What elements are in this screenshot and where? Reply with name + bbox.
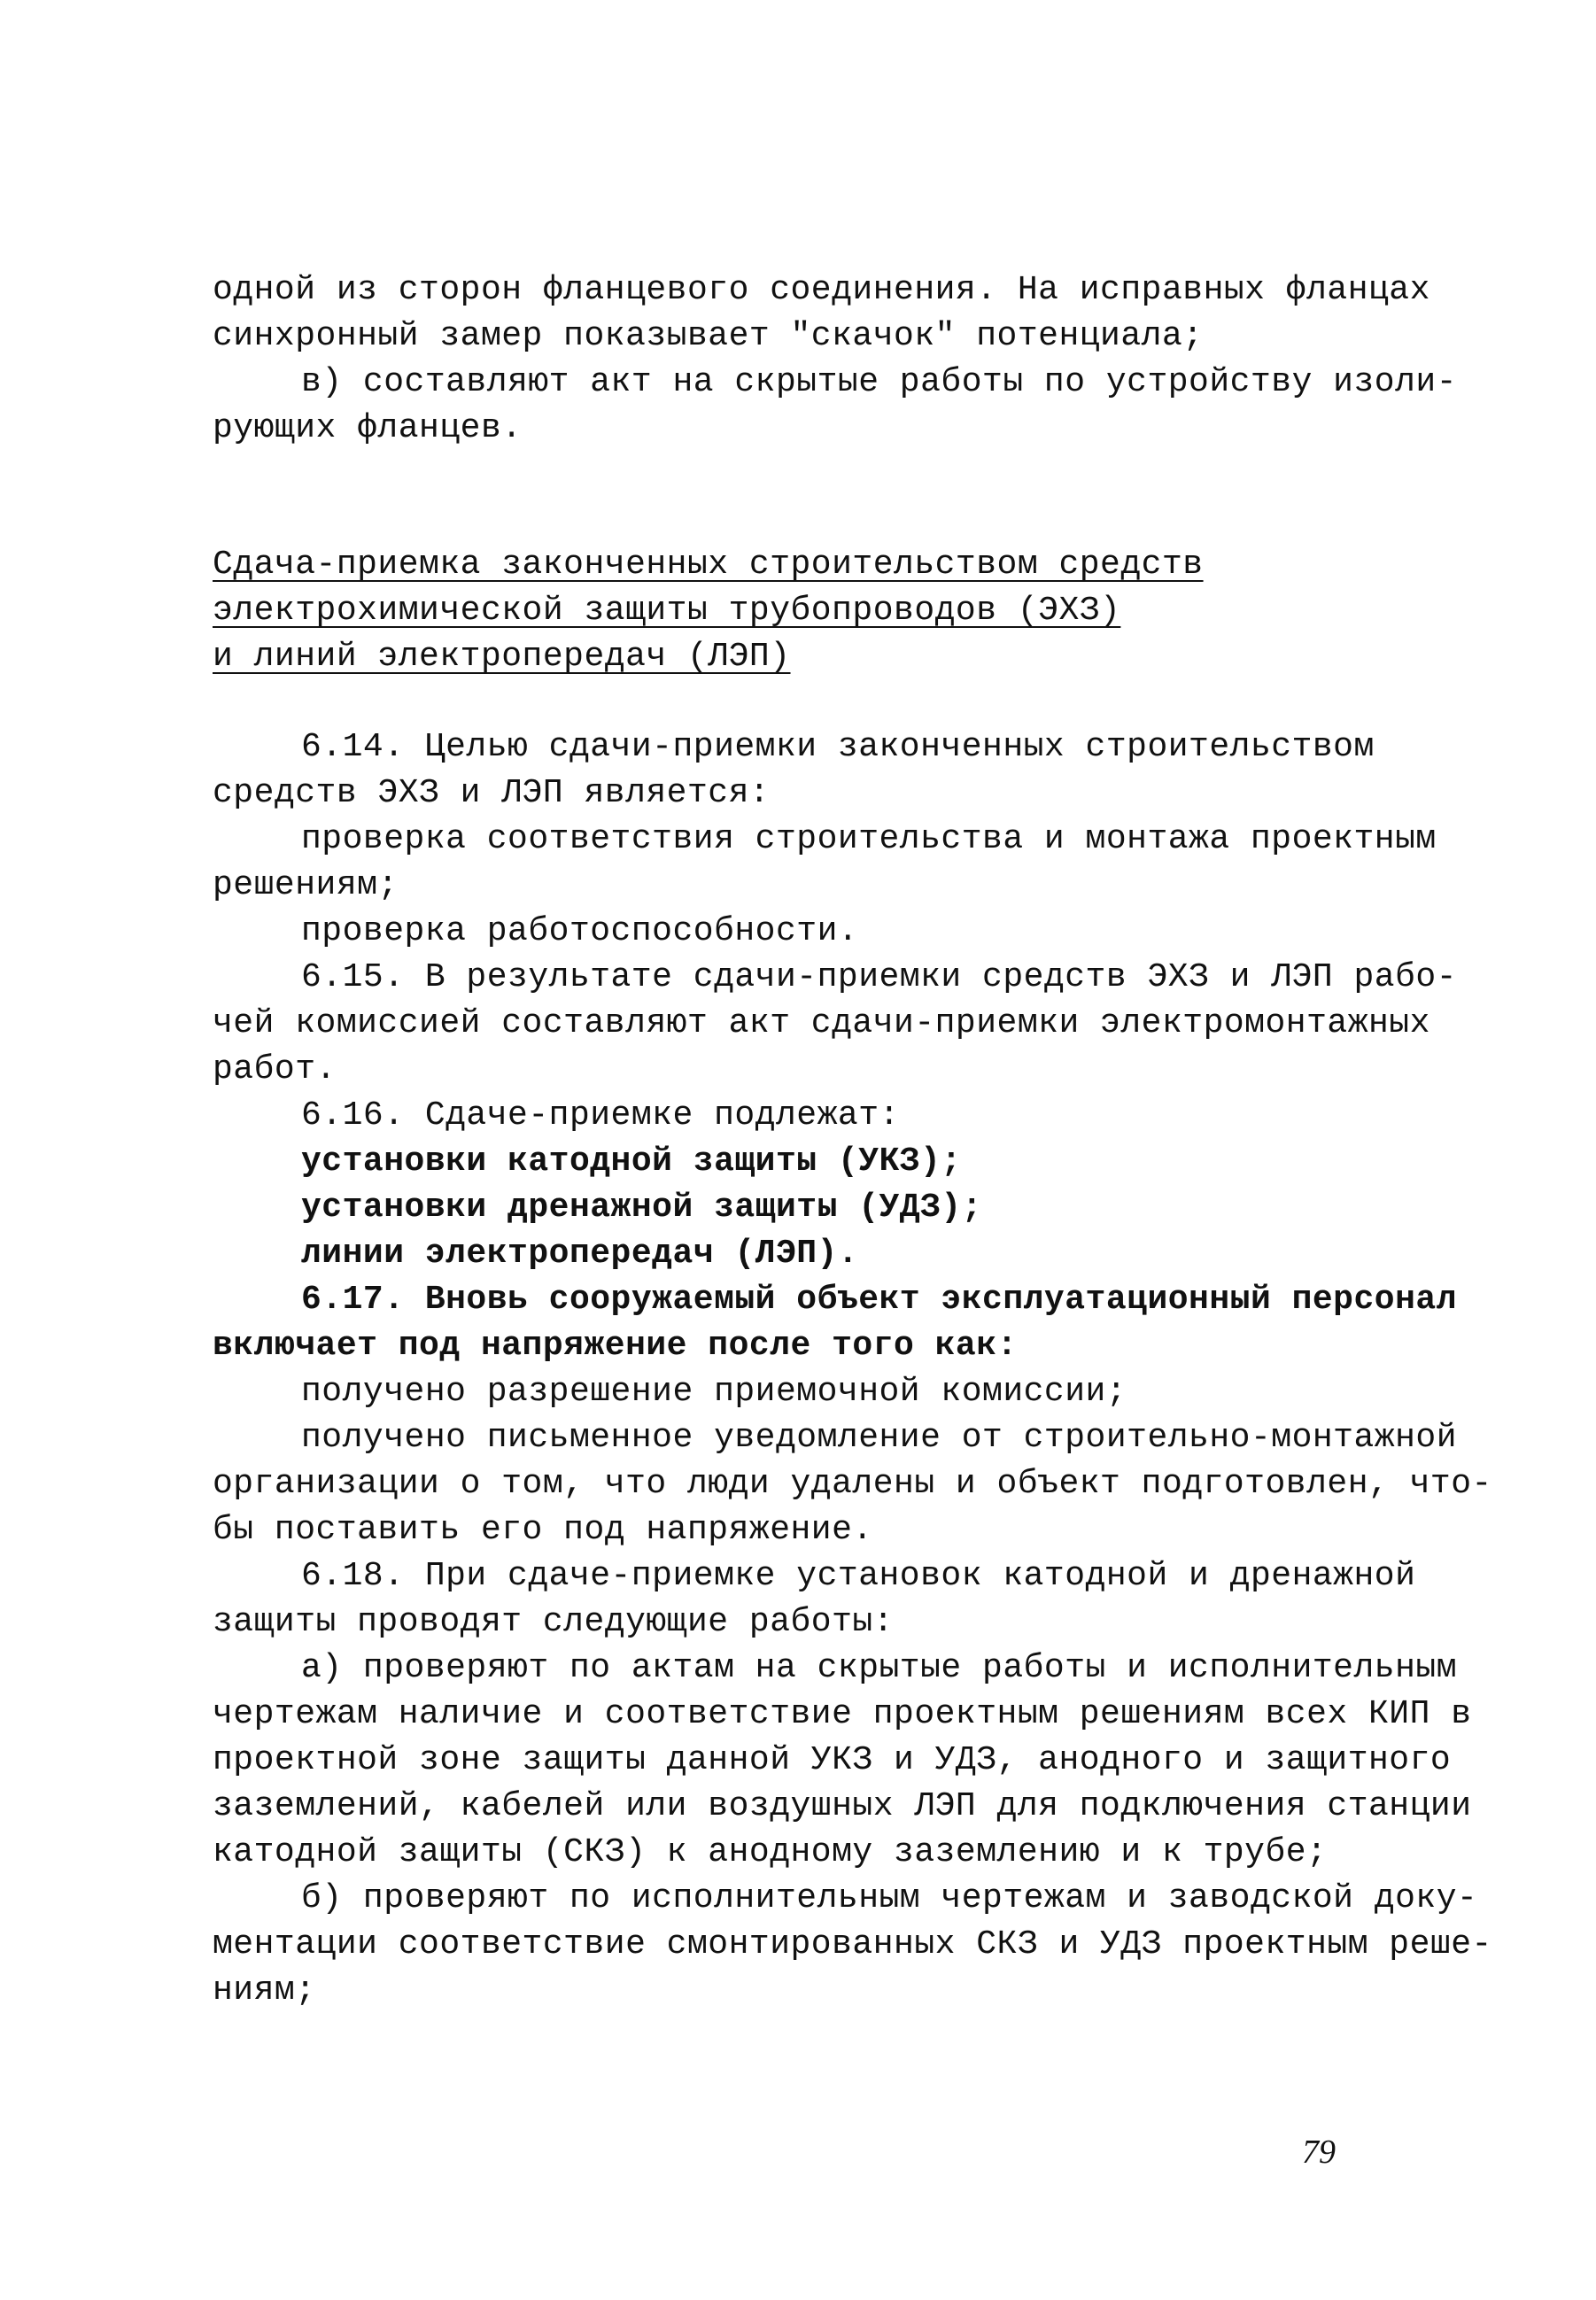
section-heading: и линий электропередач (ЛЭП) bbox=[213, 638, 791, 676]
paragraph-line: средств ЭХЗ и ЛЭП является: bbox=[213, 774, 771, 812]
paragraph-line: проектной зоне защиты данной УКЗ и УДЗ, анодного и защитного bbox=[213, 1741, 1452, 1779]
paragraph-line: 6.18. При сдаче-приемке установок катодной и дренажной bbox=[301, 1557, 1416, 1595]
paragraph-line: чей комиссией составляют акт сдачи-приемки электромонтажных bbox=[213, 1004, 1430, 1042]
paragraph-line: получено разрешение приемочной комиссии; bbox=[301, 1373, 1127, 1411]
section-heading: Сдача-приемка законченных строительством средств bbox=[213, 546, 1204, 584]
text-line: одной из сторон фланцевого соединения. На исправных фланцах bbox=[213, 271, 1430, 309]
paragraph-line: 6.16. Сдаче-приемке подлежат: bbox=[301, 1096, 900, 1135]
section-heading: электрохимической защиты трубопроводов (ЭХЗ) bbox=[213, 592, 1121, 630]
paragraph-line: установки катодной защиты (УКЗ); bbox=[301, 1142, 962, 1181]
paragraph-line: ниям; bbox=[213, 1971, 316, 2010]
paragraph-line: проверка работоспособности. bbox=[301, 912, 859, 950]
paragraph-line: проверка соответствия строительства и монтажа проектным bbox=[301, 820, 1437, 858]
paragraph-line: установки дренажной защиты (УДЗ); bbox=[301, 1189, 983, 1227]
paragraph-line: защиты проводят следующие работы: bbox=[213, 1603, 895, 1641]
paragraph-line: катодной защиты (СКЗ) к анодному заземлению и к трубе; bbox=[213, 1833, 1328, 1871]
paragraph-line: заземлений, кабелей или воздушных ЛЭП для подключения станции bbox=[213, 1787, 1472, 1825]
page-number: 79 bbox=[1302, 2134, 1336, 2171]
paragraph-line: решениям; bbox=[213, 866, 399, 904]
paragraph-line: чертежам наличие и соответствие проектным решениям всех КИП в bbox=[213, 1695, 1472, 1733]
paragraph-line: организации о том, что люди удалены и объект подготовлен, что- bbox=[213, 1465, 1492, 1503]
paragraph-line: 6.15. В результате сдачи-приемки средств ЭХЗ и ЛЭП рабо- bbox=[301, 958, 1458, 996]
paragraph-line: бы поставить его под напряжение. bbox=[213, 1511, 873, 1549]
paragraph-line: линии электропередач (ЛЭП). bbox=[301, 1235, 859, 1273]
paragraph-line: 6.14. Целью сдачи-приемки законченных строительством bbox=[301, 728, 1375, 766]
paragraph-line: включает под напряжение после того как: bbox=[213, 1327, 1018, 1365]
paragraph-line: работ. bbox=[213, 1050, 337, 1088]
paragraph-line: ментации соответствие смонтированных СКЗ и УДЗ проектным реше- bbox=[213, 1925, 1492, 1963]
paragraph-line: 6.17. Вновь сооружаемый объект эксплуатационный персонал bbox=[301, 1281, 1458, 1319]
paragraph-line: б) проверяют по исполнительным чертежам и заводской доку- bbox=[301, 1879, 1478, 1917]
text-line: рующих фланцев. bbox=[213, 409, 523, 447]
paragraph-line: а) проверяют по актам на скрытые работы и исполнительным bbox=[301, 1649, 1458, 1687]
paragraph-line: получено письменное уведомление от строительно-монтажной bbox=[301, 1419, 1458, 1457]
text-line: синхронный замер показывает "скачок" потенциала; bbox=[213, 317, 1204, 355]
text-line: в) составляют акт на скрытые работы по устройству изоли- bbox=[301, 363, 1458, 401]
